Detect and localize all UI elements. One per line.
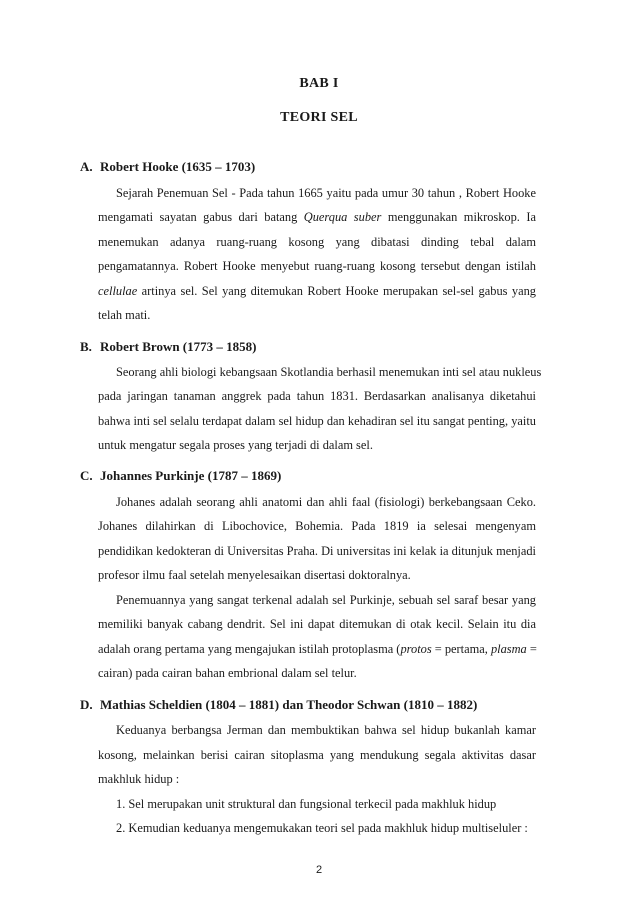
paragraph-line: makhluk hidup : [98,772,180,786]
section-heading-text: Robert Brown (1773 – 1858) [100,339,257,354]
italic-term: cellulae [98,284,138,298]
paragraph-line: Johanes adalah seorang ahli anatomi dan ahli faal (fisiologi) berkebangsaan Ceko. [116,495,536,509]
paragraph-line: pendidikan kedokteran di Universitas Praha. Di universitas ini kelak ia ditunjuk menjadi [98,544,536,558]
section-heading-text: Johannes Purkinje (1787 – 1869) [100,468,282,483]
paragraph-line: 1. Sel merupakan unit struktural dan fungsional terkecil pada makhluk hidup [116,797,497,811]
paragraph-line: menemukan adanya ruang-ruang kosong yang dibatasi dinding tebal dalam [98,235,536,249]
italic-term: protos [400,642,432,656]
section-heading [80,468,281,484]
section-heading-text: Robert Hooke (1635 – 1703) [100,159,256,174]
paragraph-line: Penemuannya yang sangat terkenal adalah sel Purkinje, sebuah sel saraf besar yang [116,593,536,607]
chapter-title: TEORI SEL [280,110,358,125]
page-number: 2 [315,864,323,876]
paragraph-line: pada jaringan tanaman anggrek pada tahun 1831. Berdasarkan analisanya diketahui [98,389,536,403]
paragraph-line: bahwa inti sel selalu terdapat dalam sel hidup dan kehadiran sel itu sangat penting, yaitu [98,414,536,428]
paragraph-line: kosong, melainkan berisi cairan sitoplasma yang mendukung segala aktivitas dasar [98,748,536,762]
paragraph-line: memiliki banyak cabang dendrit. Sel ini dapat ditemukan di otak kecil. Selain itu dia [98,617,536,631]
paragraph-line: cellulae artinya sel. Sel yang ditemukan Robert Hooke merupakan sel-sel gabus yang [98,284,536,298]
italic-term: plasma [490,642,527,656]
section-heading-text: Mathias Scheldien (1804 – 1881) dan Theodor Schwan (1810 – 1882) [100,697,478,712]
section-heading [80,697,477,713]
section-letter: B. [80,339,92,354]
paragraph-line: Johanes dilahirkan di Libochovice, Bohemia. Pada 1819 ia selesai mengenyam [98,519,536,533]
paragraph-line: 2. Kemudian keduanya mengemukakan teori sel pada makhluk hidup multiseluler : [116,821,528,835]
section-letter: A. [80,159,93,174]
paragraph-line: Seorang ahli biologi kebangsaan Skotlandia berhasil menemukan inti sel atau nukleus [116,365,542,379]
paragraph-line: pengamatannya. Robert Hooke menyebut ruang-ruang kosong tersebut dengan istilah [98,259,536,273]
paragraph-line: profesor ilmu faal setelah menyelesaikan disertasi doktoralnya. [98,568,411,582]
paragraph-line: Keduanya berbangsa Jerman dan membuktikan bahwa sel hidup bukanlah kamar [116,723,536,737]
section-letter: D. [80,697,93,712]
italic-term: Querqua suber [303,210,382,224]
paragraph-line: adalah orang pertama yang mengajukan istilah protoplasma (protos = pertama, plasma = [98,642,537,656]
section-heading [80,159,255,175]
paragraph-line: Sejarah Penemuan Sel - Pada tahun 1665 yaitu pada umur 30 tahun , Robert Hooke [116,186,536,200]
paragraph-line: cairan) pada cairan bahan embrional dalam sel telur. [98,666,357,680]
section-letter: C. [80,468,93,483]
chapter-label: BAB I [299,76,339,91]
paragraph-line: mengamati sayatan gabus dari batang Querqua suber menggunakan mikroskop. Ia [98,210,536,224]
paragraph-line: telah mati. [98,308,151,322]
section-heading [80,339,256,355]
paragraph-line: untuk mengatur segala proses yang terjadi di dalam sel. [98,438,373,452]
